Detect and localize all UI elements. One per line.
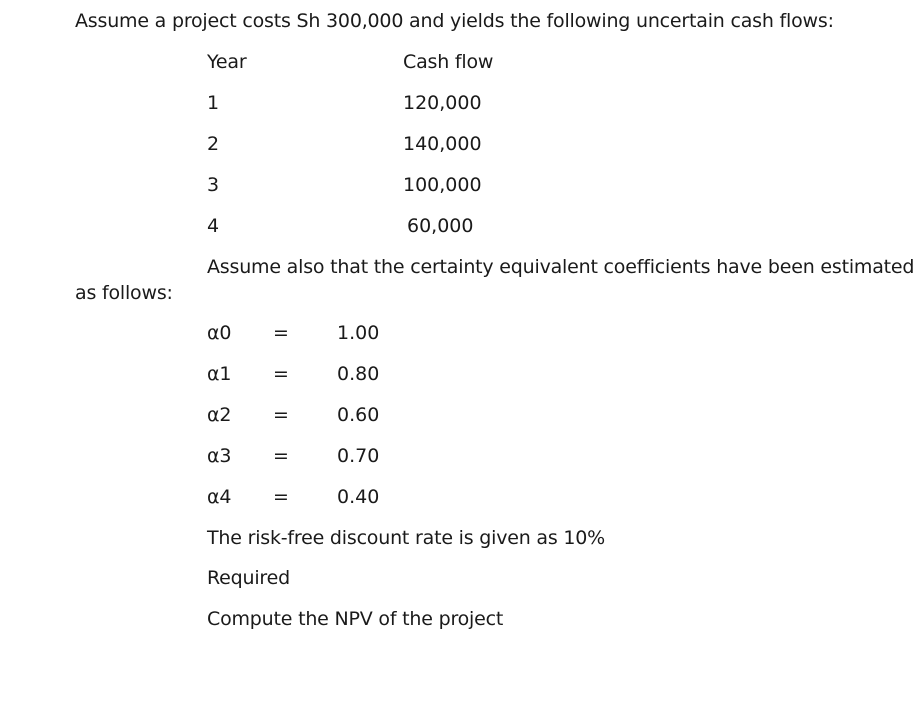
coefficient-value: 0.40	[337, 486, 380, 508]
equals-sign: =	[273, 445, 289, 467]
discount-rate-text: The risk-free discount rate is given as 10%	[207, 527, 606, 549]
year-cell: 2	[207, 133, 220, 155]
equals-sign: =	[273, 404, 289, 426]
coefficient-value: 1.00	[337, 322, 380, 344]
cash-flow-cell: 60,000	[407, 215, 474, 237]
required-label: Required	[207, 567, 290, 589]
coefficients-intro-line1: Assume also that the certainty equivalent coefficients have been estimated	[207, 256, 915, 278]
cash-flow-header: Cash flow	[403, 51, 494, 73]
task-text: Compute the NPV of the project	[207, 608, 504, 630]
coefficients-intro-line2: as follows:	[75, 282, 173, 304]
equals-sign: =	[273, 486, 289, 508]
year-cell: 4	[207, 215, 220, 237]
coefficient-symbol: α2	[207, 404, 232, 426]
coefficient-symbol: α0	[207, 322, 232, 344]
year-cell: 3	[207, 174, 220, 196]
cash-flow-cell: 140,000	[403, 133, 482, 155]
coefficient-symbol: α4	[207, 486, 232, 508]
cash-flow-cell: 120,000	[403, 92, 482, 114]
coefficient-value: 0.70	[337, 445, 380, 467]
coefficient-symbol: α3	[207, 445, 232, 467]
equals-sign: =	[273, 322, 289, 344]
year-header: Year	[207, 51, 247, 73]
intro-paragraph: Assume a project costs Sh 300,000 and yields the following uncertain cash flows:	[75, 10, 834, 32]
coefficient-symbol: α1	[207, 363, 232, 385]
cash-flow-cell: 100,000	[403, 174, 482, 196]
year-cell: 1	[207, 92, 220, 114]
equals-sign: =	[273, 363, 289, 385]
coefficient-value: 0.60	[337, 404, 380, 426]
coefficient-value: 0.80	[337, 363, 380, 385]
